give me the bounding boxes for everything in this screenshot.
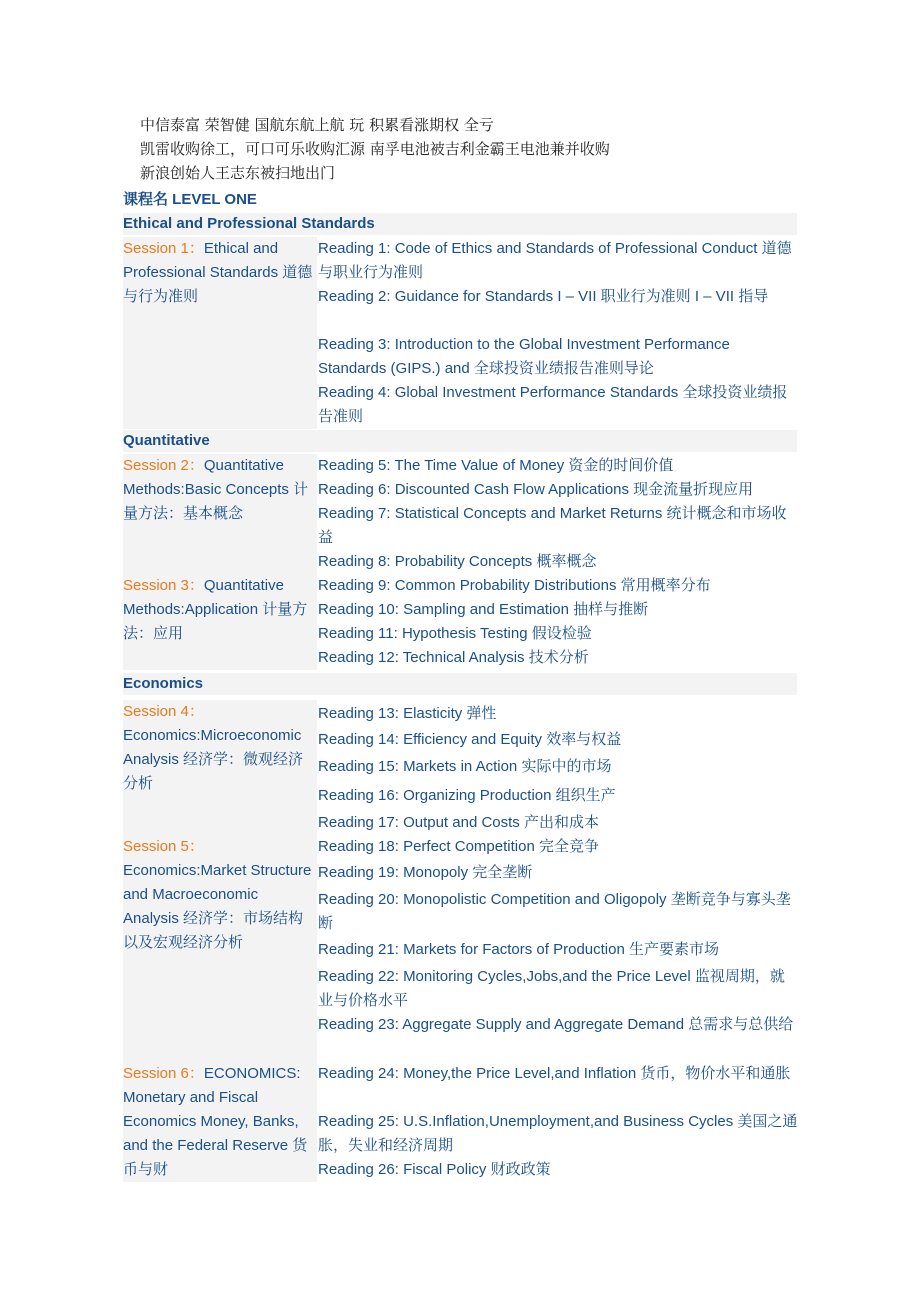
session-label: Session 4：: [123, 703, 204, 720]
reading-3: Reading 3: Introduction to the Global Investment Performance Standards (GIPS.) and 全球投资业绩报告准则导论: [318, 336, 730, 377]
reading-13: Reading 13: Elasticity 弹性: [318, 705, 497, 722]
session-label: Session 2：: [123, 457, 204, 474]
session-text: Economics:Market Structure and Macroeconomic Analysis 经济学：市场结构以及宏观经济分析: [123, 862, 312, 951]
reading-24: Reading 24: Money,the Price Level,and Inflation 货币，物价水平和通胀: [318, 1065, 791, 1082]
reading-19: Reading 19: Monopoly 完全垄断: [318, 864, 533, 881]
session-5: [123, 835, 317, 955]
reading-22: Reading 22: Monitoring Cycles,Jobs,and the Price Level 监视周期，就业与价格水平: [318, 968, 785, 1009]
session-1: [123, 237, 317, 309]
course-title: 课程名 LEVEL ONE: [123, 191, 257, 208]
reading-7: Reading 7: Statistical Concepts and Market Returns 统计概念和市场收益: [318, 505, 787, 546]
section-title-ethics: Ethical and Professional Standards: [123, 215, 375, 232]
session-label: Session 3：: [123, 577, 204, 594]
session-text: Quantitative Methods:Application 计量方法：应用: [123, 577, 308, 642]
reading-21: Reading 21: Markets for Factors of Production 生产要素市场: [318, 941, 719, 958]
reading-18: Reading 18: Perfect Competition 完全竞争: [318, 838, 599, 855]
section-header-quantitative: [123, 430, 797, 452]
reading-9: Reading 9: Common Probability Distributions 常用概率分布: [318, 577, 711, 594]
reading-15: Reading 15: Markets in Action 实际中的市场: [318, 758, 612, 775]
session-2: [123, 454, 317, 526]
reading-12: Reading 12: Technical Analysis 技术分析: [318, 649, 589, 666]
session-6: [123, 1062, 317, 1182]
reading-23: Reading 23: Aggregate Supply and Aggregate Demand 总需求与总供给: [318, 1016, 794, 1033]
section-title-economics: Economics: [123, 675, 204, 692]
session-4: [123, 700, 317, 796]
session-label: Session 6：: [123, 1065, 204, 1082]
reading-2: Reading 2: Guidance for Standards I – VII 职业行为准则 I – VII 指导: [318, 288, 769, 305]
reading-20: Reading 20: Monopolistic Competition and Oligopoly 垄断竞争与寡头垄断: [318, 891, 791, 932]
session-label: Session 1：: [123, 240, 204, 257]
reading-8: Reading 8: Probability Concepts 概率概念: [318, 553, 597, 570]
section-title-quantitative: Quantitative: [123, 432, 210, 449]
note-line-3: 新浪创始人王志东被扫地出门: [140, 164, 336, 182]
reading-26: Reading 26: Fiscal Policy 财政政策: [318, 1161, 551, 1178]
session-text: Quantitative Methods:Basic Concepts 计量方法：基本概念: [123, 457, 309, 522]
reading-4: Reading 4: Global Investment Performance Standards 全球投资业绩报告准则: [318, 384, 788, 425]
reading-1: Reading 1: Code of Ethics and Standards of Professional Conduct 道德与职业行为准则: [318, 240, 792, 281]
session-label: Session 5：: [123, 838, 204, 855]
session-3: [123, 574, 317, 646]
note-line-1: 中信泰富 荣智健 国航东航上航 玩 积累看涨期权 全亏: [140, 116, 494, 134]
session-text: Ethical and Professional Standards 道德与行为准则: [123, 240, 313, 305]
session-text: ECONOMICS: Monetary and Fiscal Economics Money, Banks, and the Federal Reserve 货币与财: [123, 1065, 308, 1178]
reading-17: Reading 17: Output and Costs 产出和成本: [318, 814, 599, 831]
note-line-2: 凯雷收购徐工，可口可乐收购汇源 南孚电池被吉利金霸王电池兼并收购: [140, 140, 610, 158]
reading-6: Reading 6: Discounted Cash Flow Applications 现金流量折现应用: [318, 481, 754, 498]
section-header-economics: [123, 673, 797, 695]
reading-5: Reading 5: The Time Value of Money 资金的时间价值: [318, 457, 674, 474]
reading-10: Reading 10: Sampling and Estimation 抽样与推断: [318, 601, 649, 618]
reading-11: Reading 11: Hypothesis Testing 假设检验: [318, 625, 592, 642]
session-text: Economics:Microeconomic Analysis 经济学：微观经济分析: [123, 727, 304, 792]
reading-14: Reading 14: Efficiency and Equity 效率与权益: [318, 731, 622, 748]
reading-25: Reading 25: U.S.Inflation,Unemployment,and Business Cycles 美国之通胀，失业和经济周期: [318, 1113, 798, 1154]
reading-16: Reading 16: Organizing Production 组织生产: [318, 787, 616, 804]
